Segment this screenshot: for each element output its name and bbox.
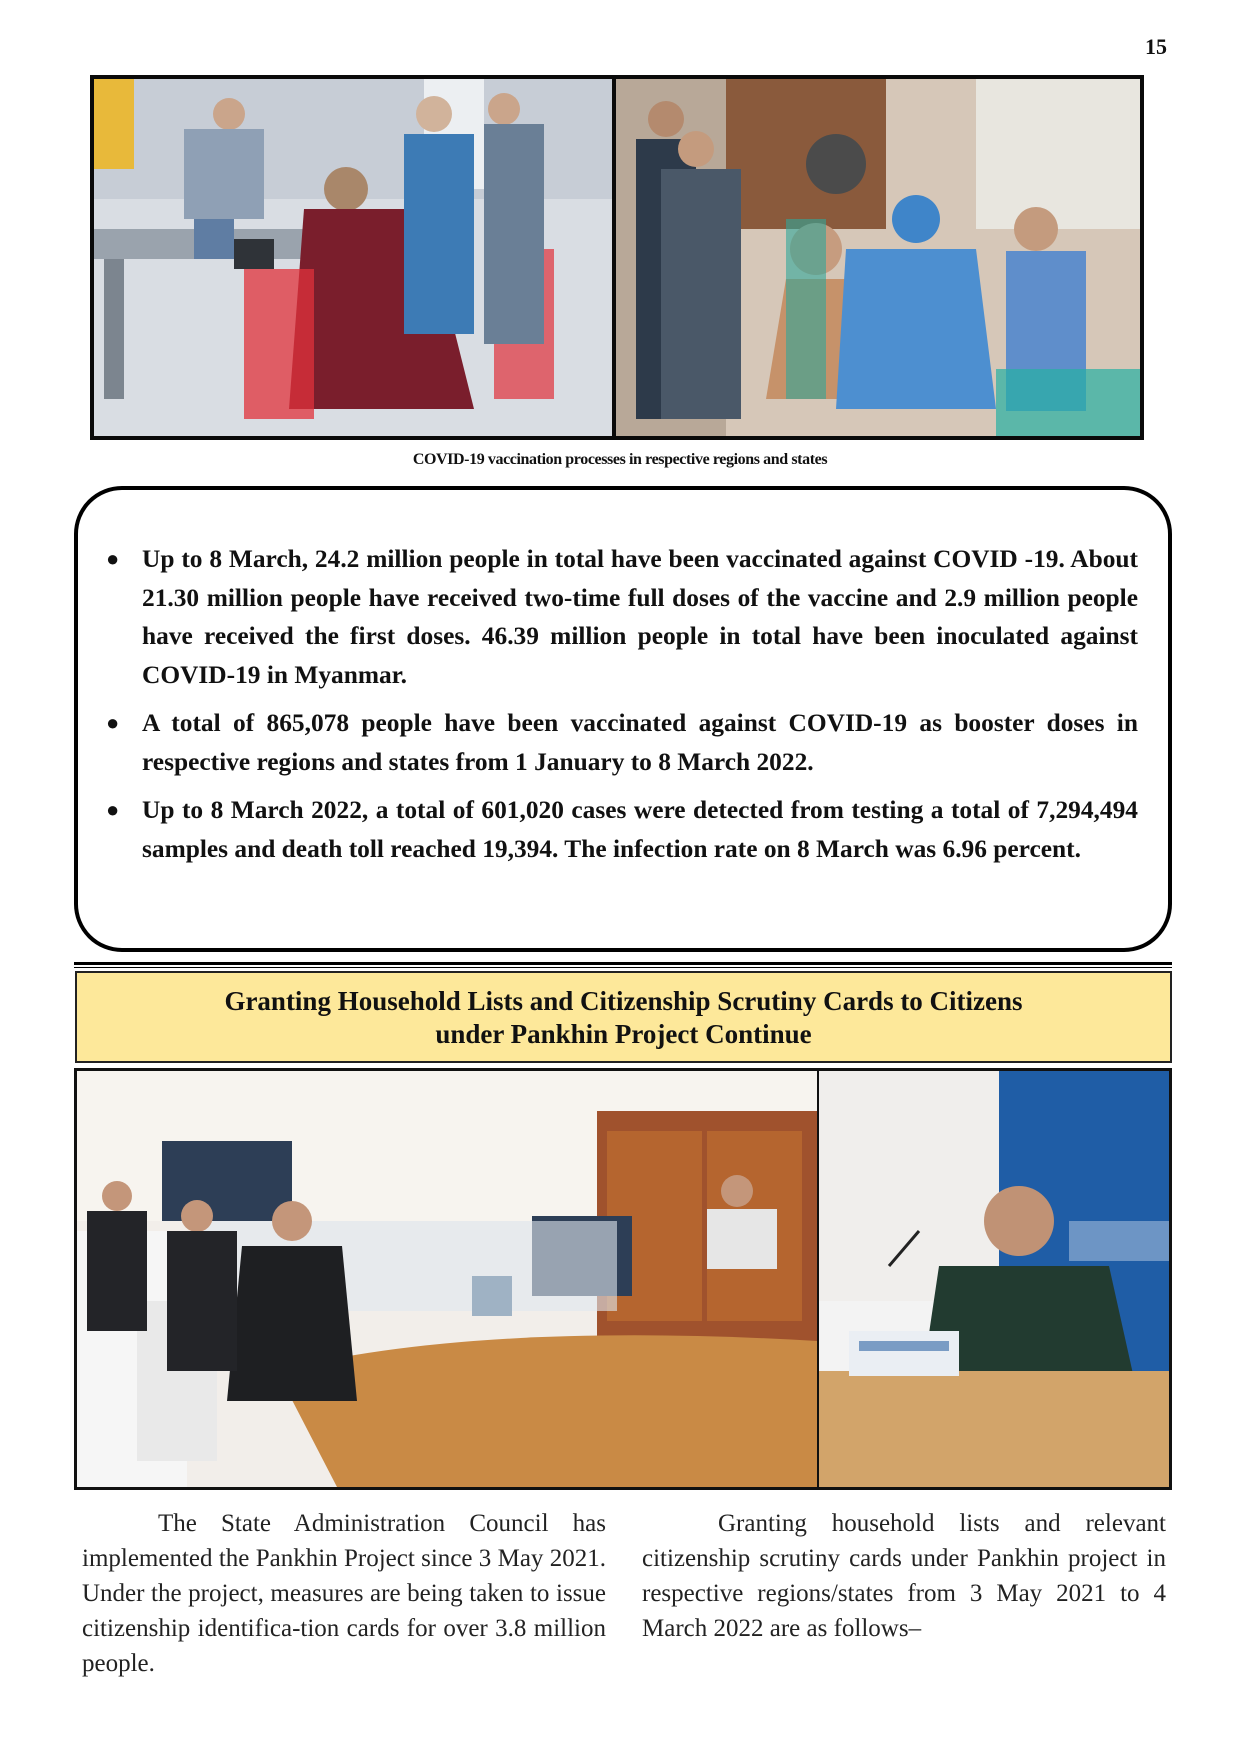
meeting-photo-right — [819, 1071, 1169, 1487]
list-item — [106, 791, 1138, 868]
paragraph-left: The State Administration Council has implemented the Pankhin Project since 3 May 2021. Under the project, measures are being taken to issue citizenship identifica-tion cards for over 3.8 million people. — [82, 1510, 606, 1677]
page-number: 15 — [1145, 34, 1167, 59]
video-conference-image — [77, 1071, 817, 1487]
covid-stats-list — [78, 490, 1168, 868]
list-item — [106, 704, 1138, 781]
covid-stats-box — [74, 486, 1172, 952]
list-item — [106, 540, 1138, 694]
headline-line-1: Granting Household Lists and Citizenship Scrutiny Cards to Citizens — [224, 986, 1023, 1016]
bullet-text: Up to 8 March, 24.2 million people in total have been vaccinated against COVID -19. About 21.30 million people have received two-time full doses of the vaccine and 2.9 million people have received the first doses. 46.39 million people in total have been inoculated against COVID-19 in Myanmar. — [142, 545, 1138, 689]
bullet-icon: ● — [106, 710, 120, 735]
bullet-text: A total of 865,078 people have been vaccinated against COVID-19 as booster doses in respective regions and states from 1 January to 8 March 2022. — [142, 709, 1138, 776]
vaccination-photo-right — [616, 79, 1140, 436]
headline-line-2: under Pankhin Project Continue — [435, 1019, 812, 1049]
bullet-icon: ● — [106, 797, 120, 822]
vaccination-photo-strip — [90, 75, 1144, 440]
bullet-text: Up to 8 March 2022, a total of 601,020 cases were detected from testing a total of 7,294,494 samples and death toll reached 19,394. The infection rate on 8 March was 6.96 percent. — [142, 796, 1138, 863]
meeting-photo-left — [77, 1071, 817, 1487]
article-column-left — [82, 1506, 606, 1681]
divider-thin — [74, 967, 1172, 968]
meeting-photo-strip — [74, 1068, 1172, 1490]
paragraph-right: Granting household lists and relevant citizenship scrutiny cards under Pankhin project in respective regions/states from 3 May 2021 to 4 March 2022 are as follows– — [642, 1510, 1166, 1642]
vaccination-photo-left — [94, 79, 612, 436]
article-column-right — [642, 1506, 1166, 1646]
bullet-icon: ● — [106, 546, 120, 571]
official-at-desk-image — [819, 1071, 1169, 1487]
photo-caption: COVID-19 vaccination processes in respective regions and states — [412, 451, 828, 468]
article-headline — [75, 971, 1172, 1063]
vaccination-women-image — [616, 79, 1140, 436]
vaccination-monk-image — [94, 79, 612, 436]
divider-top — [74, 962, 1172, 965]
